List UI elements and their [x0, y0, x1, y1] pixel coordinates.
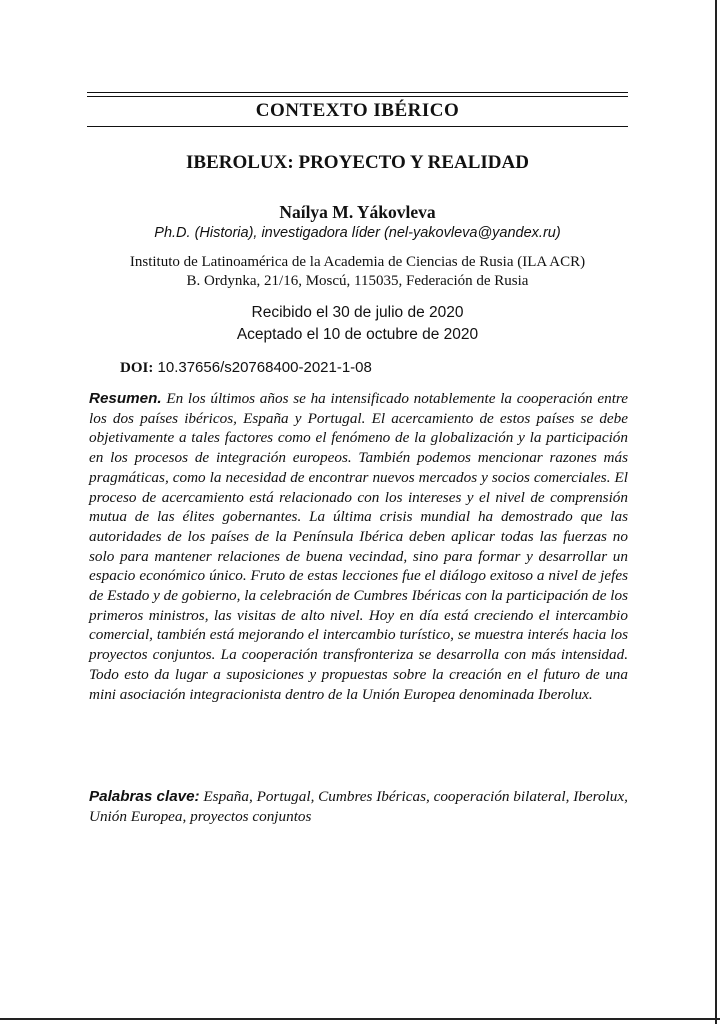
- abstract-text: En los últimos años se ha intensificado notablemente la cooperación entre los dos países ibéricos, España y Portugal. El acercamiento de estos países se debe objetivamente a tales factores como el fenómeno de la globalización y la participación en los procesos de integración europeos. También podemos mencionar razones más pragmáticas, como la necesidad de encontrar nuevos mercados y socios comerciales. El proceso de acercamiento está relacionado con los intereses y el nivel de comprensión mutua de las élites gobernantes. La última crisis mundial ha demostrado que las autoridades de los países de la Península Ibérica deben aplicar todas las fuerzas no solo para mantener relaciones de buena vecindad, sino para formar y desarrollar un espacio económico único. Fruto de estas lecciones fue el diálogo exitoso a nivel de jefes de Estado y de gobierno, la celebración de Cumbres Ibéricas con la participación de los primeros ministros, las visitas de alto nivel. Hoy en día está creciendo el intercambio comercial, también está mejorando el intercambio turístico, se muestra interés hacia los proyectos conjuntos. La cooperación transfronteriza se desarrolla con más intensidad. Todo esto da lugar a suposiciones y propuestas sobre la creación en el futuro de una mini asociación integracionista dentro de la Unión Europea denominada Iberolux.: [89, 390, 628, 703]
- received-date: Recibido el 30 de julio de 2020: [251, 304, 464, 321]
- section-heading: CONTEXTO IBÉRICO: [255, 100, 460, 121]
- header-rule-top: [87, 92, 628, 93]
- doi-label: DOI:: [120, 360, 154, 376]
- institution-address: B. Ordynka, 21/16, Moscú, 115035, Federación de Rusia: [186, 273, 529, 289]
- keywords: [89, 787, 628, 826]
- abstract: [89, 389, 628, 704]
- author-credentials: Ph.D. (Historia), investigadora líder (nel-yakovleva@yandex.ru): [154, 225, 561, 241]
- page-edge-bottom: [0, 1018, 720, 1020]
- doi-line: [120, 359, 372, 377]
- doi-value[interactable]: 10.37656/s20768400-2021-1-08: [157, 359, 372, 376]
- page-edge-right: [715, 0, 717, 1024]
- header-rule-top-inner: [87, 96, 628, 97]
- institution-name: Instituto de Latinoamérica de la Academia de Ciencias de Rusia (ILA ACR): [129, 254, 586, 270]
- keywords-text: España, Portugal, Cumbres Ibéricas, cooperación bilateral, Iberolux, Unión Europea, proyectos conjuntos: [89, 788, 628, 825]
- accepted-date: Aceptado el 10 de octubre de 2020: [236, 326, 479, 343]
- abstract-label: Resumen.: [89, 390, 162, 407]
- article-title: IBEROLUX: PROYECTO Y REALIDAD: [186, 152, 529, 173]
- header-rule-bottom: [87, 126, 628, 127]
- keywords-label: Palabras clave:: [89, 788, 200, 805]
- author-name: Naílya M. Yákovleva: [279, 202, 436, 222]
